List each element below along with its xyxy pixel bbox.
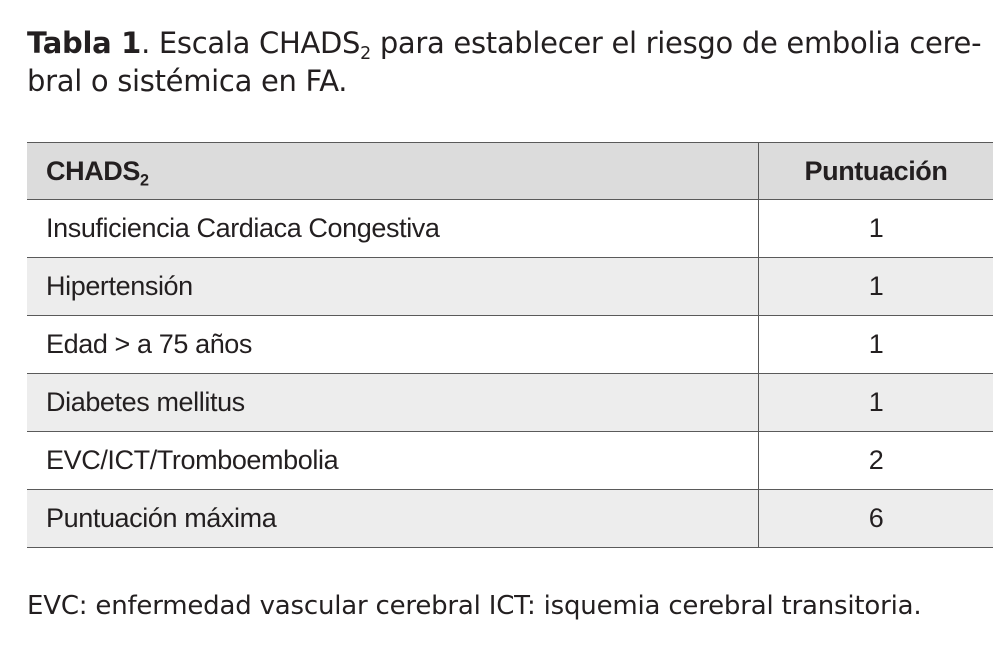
caption-subscript: 2 (360, 44, 371, 65)
row-points: 1 (759, 200, 994, 258)
row-points: 1 (759, 258, 994, 316)
row-criterion: Edad > a 75 años (27, 316, 759, 374)
row-criterion: Insuficiencia Cardiaca Congestiva (27, 200, 759, 258)
table-row (27, 374, 993, 432)
row-criterion: Puntuación máxima (27, 490, 759, 548)
caption-text: Escala CHADS (158, 26, 361, 60)
table-row (27, 316, 993, 374)
header-criterion: $CHADS_2$ (27, 143, 759, 200)
row-points: 2 (759, 432, 994, 490)
row-points: 1 (759, 374, 994, 432)
table-header-row (27, 143, 993, 200)
caption-text-rest: para establecer el riesgo de embolia cere-bral o sistémica en FA. (27, 26, 982, 98)
row-criterion: EVC/ICT/Tromboembolia (27, 432, 759, 490)
table-row (27, 200, 993, 258)
table-row-total (27, 490, 993, 548)
row-criterion: Hipertensión (27, 258, 759, 316)
caption-label: Tabla 1 (27, 26, 142, 60)
row-points: 6 (759, 490, 994, 548)
table-row (27, 432, 993, 490)
caption-separator: . (141, 26, 159, 60)
chads2-table (27, 142, 993, 548)
header-criterion-subscript: 2 (140, 171, 149, 190)
table-row (27, 258, 993, 316)
row-points: 1 (759, 316, 994, 374)
header-points: Puntuación (759, 143, 994, 200)
row-criterion: Diabetes mellitus (27, 374, 759, 432)
table-caption (27, 24, 997, 100)
table-footnote: EVC: enfermedad vascular cerebral ICT: isquemia cerebral transitoria. (27, 591, 922, 621)
